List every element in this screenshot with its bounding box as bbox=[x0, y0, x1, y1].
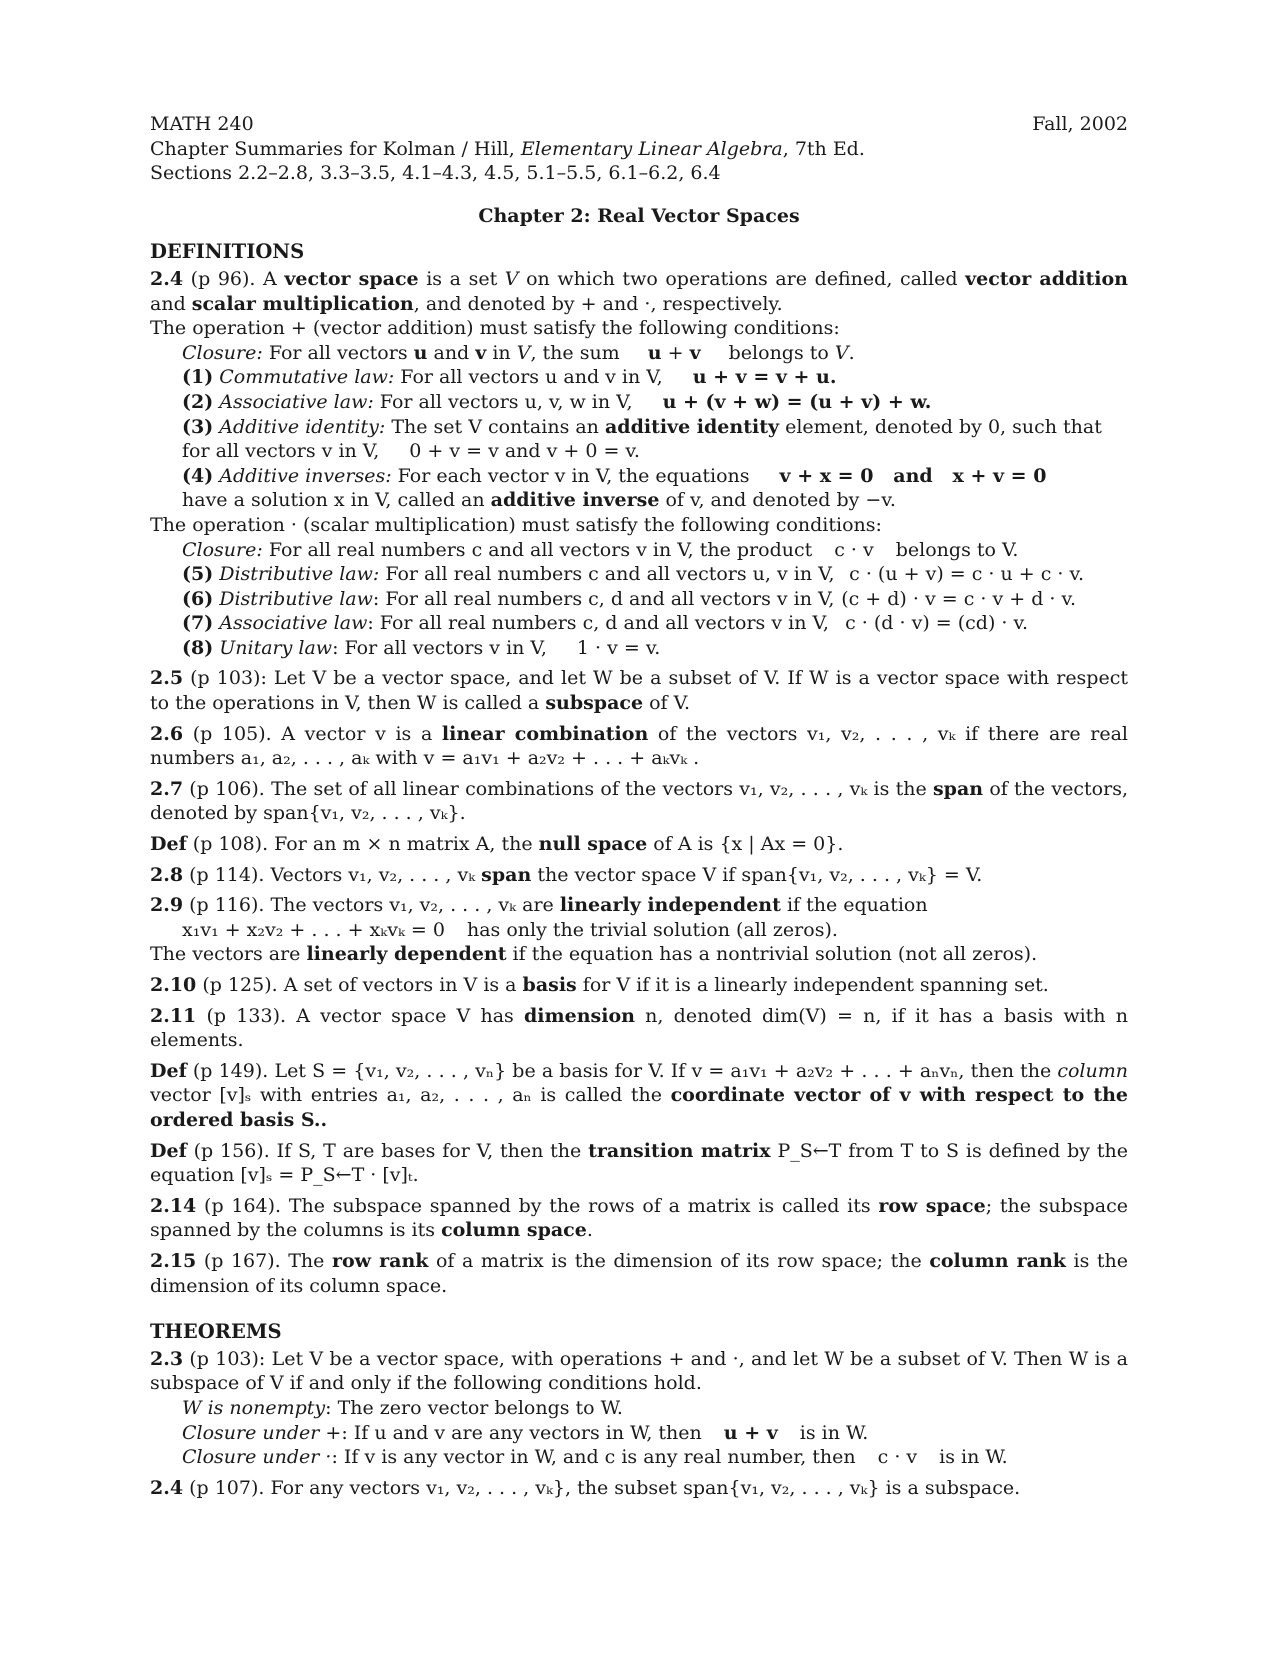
def-number: Def bbox=[150, 1139, 187, 1162]
course-code: MATH 240 bbox=[150, 113, 254, 135]
condition-label: Associative law: bbox=[219, 390, 374, 413]
def-text: The vectors are bbox=[150, 943, 307, 966]
def-text: (p 114). Vectors v₁, v₂, . . . , vₖ bbox=[183, 863, 482, 886]
def-term: row space bbox=[878, 1194, 986, 1217]
def-number: 2.5 bbox=[150, 667, 184, 690]
add-op-intro: The operation + (vector addition) must satisfy the following conditions: bbox=[150, 317, 840, 340]
condition-equation: u + (v + w) = (u + v) + w. bbox=[662, 390, 932, 413]
condition-text: For all vectors bbox=[262, 341, 414, 364]
def-number: Def bbox=[150, 1059, 187, 1082]
condition-number: (1) bbox=[182, 366, 214, 389]
def-term: scalar multiplication bbox=[191, 292, 414, 315]
def-text: (p 133). A vector space V has bbox=[196, 1004, 525, 1027]
condition-label: Closure: bbox=[182, 341, 263, 364]
condition-equation: 0 + v = v and v + 0 = v. bbox=[409, 440, 640, 463]
def-term: vector addition bbox=[965, 267, 1128, 290]
condition-equation: 1 · v = v. bbox=[576, 636, 661, 659]
condition-text: , the sum bbox=[530, 341, 626, 364]
condition-text: belongs to bbox=[722, 341, 835, 364]
condition-text: For all real numbers c and all vectors v in V, the product bbox=[262, 538, 813, 561]
def-text: vector [v]ₛ with entries a₁, a₂, . . . , aₙ is called the bbox=[150, 1084, 671, 1107]
header-sections: Sections 2.2–2.8, 3.3–3.5, 4.1–4.3, 4.5, 5.1–5.5, 6.1–6.2, 6.4 bbox=[150, 162, 721, 185]
def-text: (p 96). A bbox=[183, 267, 285, 290]
def-term: subspace bbox=[545, 692, 644, 715]
condition-2 bbox=[150, 390, 1128, 415]
def-number: 2.15 bbox=[150, 1249, 197, 1272]
def-text: P_S←T from T to S is defined by the equation [v]ₛ = P_S←T · [v]ₜ. bbox=[150, 1139, 1128, 1187]
condition-label: Additive identity: bbox=[219, 415, 386, 438]
def-term: linearly dependent bbox=[306, 943, 507, 966]
condition-text: belongs to V. bbox=[895, 538, 1019, 561]
def-number: 2.7 bbox=[150, 777, 184, 800]
condition-text: in bbox=[486, 341, 517, 364]
def-text: , and denoted by + and ·, respectively. bbox=[413, 292, 783, 315]
condition-equation: v + x = 0 and x + v = 0 bbox=[779, 464, 1047, 487]
condition-text: : For all real numbers c, d and all vectors v in V, bbox=[372, 587, 835, 610]
condition-text: is in W. bbox=[939, 1446, 1008, 1469]
condition-label: Unitary law bbox=[219, 636, 333, 659]
theorem-number: 2.4 bbox=[150, 1476, 184, 1499]
definition-2-4: 2.4 (p 96). A vector space is a set V on which two operations are defined, called vector addition and scalar multiplication, and denoted by + and ·, respectively. bbox=[150, 267, 1128, 315]
def-term: vector space bbox=[284, 267, 419, 290]
def-term: span bbox=[932, 777, 984, 800]
condition-number: (8) bbox=[182, 636, 214, 659]
condition-label: Distributive law: bbox=[219, 563, 380, 586]
definition-transition-matrix bbox=[150, 1139, 1128, 1188]
definition-2-11 bbox=[150, 1004, 1128, 1053]
def-number: 2.8 bbox=[150, 863, 184, 886]
condition-4 bbox=[150, 464, 1128, 513]
header-row bbox=[150, 112, 1128, 137]
def-term: dimension bbox=[524, 1004, 635, 1027]
def-term: transition matrix bbox=[588, 1139, 771, 1162]
add-closure: Closure: For all vectors u and v in V, the sum u + v belongs to V. bbox=[182, 341, 855, 364]
condition-number: (7) bbox=[182, 612, 214, 635]
condition-text: : For all vectors v in V, bbox=[332, 636, 547, 659]
def-text: if the equation has a nontrivial solution (not all zeros). bbox=[506, 943, 1038, 966]
mul-closure bbox=[150, 538, 1128, 563]
condition-text: : The zero vector belongs to W. bbox=[325, 1396, 623, 1419]
definition-2-7 bbox=[150, 777, 1128, 826]
book-line-prefix: Chapter Summaries for Kolman / Hill, bbox=[150, 137, 521, 160]
definition-2-10 bbox=[150, 973, 1128, 998]
def-text: on which two operations are defined, called bbox=[518, 267, 966, 290]
condition-text: For all real numbers c and all vectors u, v in V, bbox=[379, 563, 835, 586]
condition-number: (5) bbox=[182, 563, 214, 586]
condition-number: (6) bbox=[182, 587, 214, 610]
def-term: column space bbox=[441, 1219, 587, 1242]
definition-2-9 bbox=[150, 893, 1128, 918]
condition-label: Distributive law bbox=[219, 587, 373, 610]
def-term: additive inverse bbox=[490, 489, 660, 512]
def-text: of the vectors, denoted by span{v₁, v₂, . . . , vₖ}. bbox=[150, 777, 1128, 825]
definition-2-5 bbox=[150, 666, 1128, 715]
def-text: if the equation bbox=[780, 894, 928, 917]
condition-label: Commutative law: bbox=[219, 366, 395, 389]
condition-text: The set V contains an bbox=[385, 415, 605, 438]
condition-text: : If v is any vector in W, and c is any real number, then bbox=[331, 1446, 856, 1469]
term: Fall, 2002 bbox=[1032, 113, 1128, 135]
theorem-number: 2.3 bbox=[150, 1347, 184, 1370]
def-text: is the dimension of its column space. bbox=[150, 1249, 1128, 1297]
document-page bbox=[150, 112, 1128, 1500]
def-number: 2.10 bbox=[150, 974, 197, 996]
def-text: (p 116). The vectors v₁, v₂, . . . , vₖ are bbox=[183, 894, 560, 917]
dependence-line bbox=[150, 942, 1128, 967]
book-line-suffix: , 7th Ed. bbox=[782, 137, 865, 160]
def-text: and bbox=[150, 292, 192, 315]
def-term: row rank bbox=[331, 1249, 429, 1272]
definition-2-14 bbox=[150, 1194, 1128, 1243]
condition-8 bbox=[150, 636, 1128, 661]
def-term: null space bbox=[538, 833, 648, 856]
theorem-2-4 bbox=[150, 1476, 1128, 1501]
condition-equation: c · (u + v) = c · u + c · v. bbox=[849, 563, 1084, 586]
def-text: is a set bbox=[418, 267, 505, 290]
def-text: ; the subspace spanned by the columns is its bbox=[150, 1194, 1128, 1242]
def-term: additive identity bbox=[604, 415, 780, 438]
def-text: (p 156). If S, T are bases for V, then the bbox=[186, 1139, 589, 1162]
def-text: (p 164). The subspace spanned by the rows of a matrix is called its bbox=[196, 1194, 879, 1217]
def-term: linearly independent bbox=[559, 894, 781, 917]
def-text: (p 167). The bbox=[196, 1249, 332, 1272]
condition-label: W is nonempty bbox=[182, 1396, 326, 1419]
def-text: has only the trivial solution (all zeros). bbox=[466, 918, 838, 941]
def-term: span bbox=[481, 863, 532, 886]
def-text: . bbox=[586, 1219, 593, 1242]
definition-coordinate-vector: Def (p 149). Let S = {v₁, v₂, . . . , vₙ} be a basis for V. If v = a₁v₁ + a₂v₂ + . . . + aₙvₙ, then the column vector [v]ₛ with entries a₁, a₂, . . . , aₙ is called the coordinate vector of v with respect to the ordered basis S.. bbox=[150, 1059, 1128, 1131]
condition-text: is in W. bbox=[799, 1421, 869, 1444]
independence-equation bbox=[150, 918, 1128, 943]
theorem-text: (p 107). For any vectors v₁, v₂, . . . , vₖ}, the subset span{v₁, v₂, . . . , vₖ} is a subspace. bbox=[183, 1476, 1021, 1499]
equation: x₁v₁ + x₂v₂ + . . . + xₖvₖ = 0 bbox=[182, 918, 445, 941]
header-line-book bbox=[150, 137, 1128, 162]
condition-label: Closure under · bbox=[182, 1446, 332, 1469]
condition-equation: u + v = v + u. bbox=[692, 366, 837, 389]
condition-equation: c · v bbox=[834, 538, 874, 561]
condition-6 bbox=[150, 587, 1128, 612]
def-term: column rank bbox=[929, 1249, 1066, 1272]
def-text: of a matrix is the dimension of its row space; the bbox=[428, 1249, 930, 1272]
def-term: coordinate vector of v with respect to the ordered basis bbox=[150, 1084, 1128, 1131]
chapter-title: Chapter 2: Real Vector Spaces bbox=[478, 204, 800, 227]
def-text: the vector space V if span{v₁, v₂, . . . , vₖ} = V. bbox=[531, 863, 983, 886]
condition-text: of v, and denoted by −v. bbox=[659, 489, 896, 512]
condition-label: Additive inverses: bbox=[219, 464, 392, 487]
condition-text: For all vectors u and v in V, bbox=[394, 366, 663, 389]
condition-equation: u + v bbox=[723, 1421, 778, 1444]
def-text: of the vectors v₁, v₂, . . . , vₖ if there are real numbers a₁, a₂, . . . , aₖ with v = a₁v₁ + a₂v₂ + . . . + aₖvₖ . bbox=[150, 722, 1128, 770]
def-text: S. bbox=[294, 1108, 321, 1131]
def-term: linear combination bbox=[441, 722, 649, 745]
condition-text: : For all real numbers c, d and all vectors v in V, bbox=[367, 612, 829, 635]
condition-7 bbox=[150, 611, 1128, 636]
mul-op-intro: The operation · (scalar multiplication) must satisfy the following conditions: bbox=[150, 513, 882, 536]
theorem-condition-closure-mul bbox=[150, 1445, 1128, 1470]
condition-text: element, denoted by 0, such that bbox=[779, 415, 1102, 438]
theorem-condition-closure-add bbox=[150, 1421, 1128, 1446]
condition-equation: c · (d · v) = (cd) · v. bbox=[845, 612, 1028, 635]
def-text: (p 103): Let V be a vector space, and let W be a subset of V. If W is a vector space with respect to the operations in V, then W is called a bbox=[150, 667, 1128, 715]
definitions-heading: DEFINITIONS bbox=[150, 240, 305, 264]
condition-text: For each vector v in V, the equations bbox=[391, 464, 750, 487]
definition-null-space bbox=[150, 832, 1128, 857]
definition-2-15 bbox=[150, 1249, 1128, 1298]
condition-text: have a solution x in V, called an bbox=[182, 489, 491, 512]
def-text: (p 149). Let S = {v₁, v₂, . . . , vₙ} be a basis for V. If v = a₁v₁ + a₂v₂ + . . . + aₙvₙ, then the bbox=[186, 1059, 1058, 1082]
condition-text: : If u and v are any vectors in W, then bbox=[341, 1421, 702, 1444]
condition-label: Associative law bbox=[219, 612, 368, 635]
condition-1 bbox=[150, 365, 1128, 390]
def-text: of V. bbox=[643, 692, 691, 715]
def-text: of A is {x | Ax = 0}. bbox=[647, 833, 844, 856]
def-number: 2.9 bbox=[150, 894, 184, 917]
def-term: basis bbox=[522, 974, 577, 996]
def-text: n, denoted dim(V) = n, if it has a basis with n elements. bbox=[150, 1004, 1128, 1052]
def-text: (p 106). The set of all linear combinations of the vectors v₁, v₂, . . . , vₖ is the bbox=[183, 777, 933, 800]
definition-2-6 bbox=[150, 722, 1128, 771]
def-text: (p 108). For an m × n matrix A, the bbox=[186, 833, 539, 856]
theorem-2-3 bbox=[150, 1347, 1128, 1396]
def-number: Def bbox=[150, 833, 187, 856]
def-number: 2.14 bbox=[150, 1194, 197, 1217]
condition-text: For all vectors u, v, w in V, bbox=[373, 390, 633, 413]
def-number: 2.11 bbox=[150, 1004, 197, 1027]
condition-label: Closure under + bbox=[182, 1421, 342, 1444]
condition-text: for all vectors v in V, bbox=[182, 440, 380, 463]
condition-number: (3) bbox=[182, 415, 214, 438]
condition-label: Closure: bbox=[182, 538, 263, 561]
condition-equation: (c + d) · v = c · v + d · v. bbox=[841, 587, 1076, 610]
def-number: 2.4 bbox=[150, 267, 184, 290]
theorem-condition-nonempty bbox=[150, 1396, 1128, 1421]
def-text: column bbox=[1057, 1059, 1128, 1082]
condition-3 bbox=[150, 415, 1128, 464]
theorem-text: (p 103): Let V be a vector space, with operations + and ·, and let W be a subset of V. Then W is a subspace of V if and only if the following conditions hold. bbox=[150, 1347, 1128, 1395]
condition-equation: c · v bbox=[877, 1446, 918, 1469]
def-text: for V if it is a linearly independent spanning set. bbox=[576, 974, 1049, 996]
condition-number: (2) bbox=[182, 390, 214, 413]
def-number: 2.6 bbox=[150, 722, 184, 745]
def-text: (p 125). A set of vectors in V is a bbox=[196, 974, 523, 996]
def-text: (p 105). A vector v is a bbox=[183, 722, 442, 745]
definition-2-8 bbox=[150, 863, 1128, 888]
theorems-heading: THEOREMS bbox=[150, 1320, 282, 1344]
book-title: Elementary Linear Algebra bbox=[520, 137, 783, 160]
condition-number: (4) bbox=[182, 464, 214, 487]
condition-5 bbox=[150, 562, 1128, 587]
